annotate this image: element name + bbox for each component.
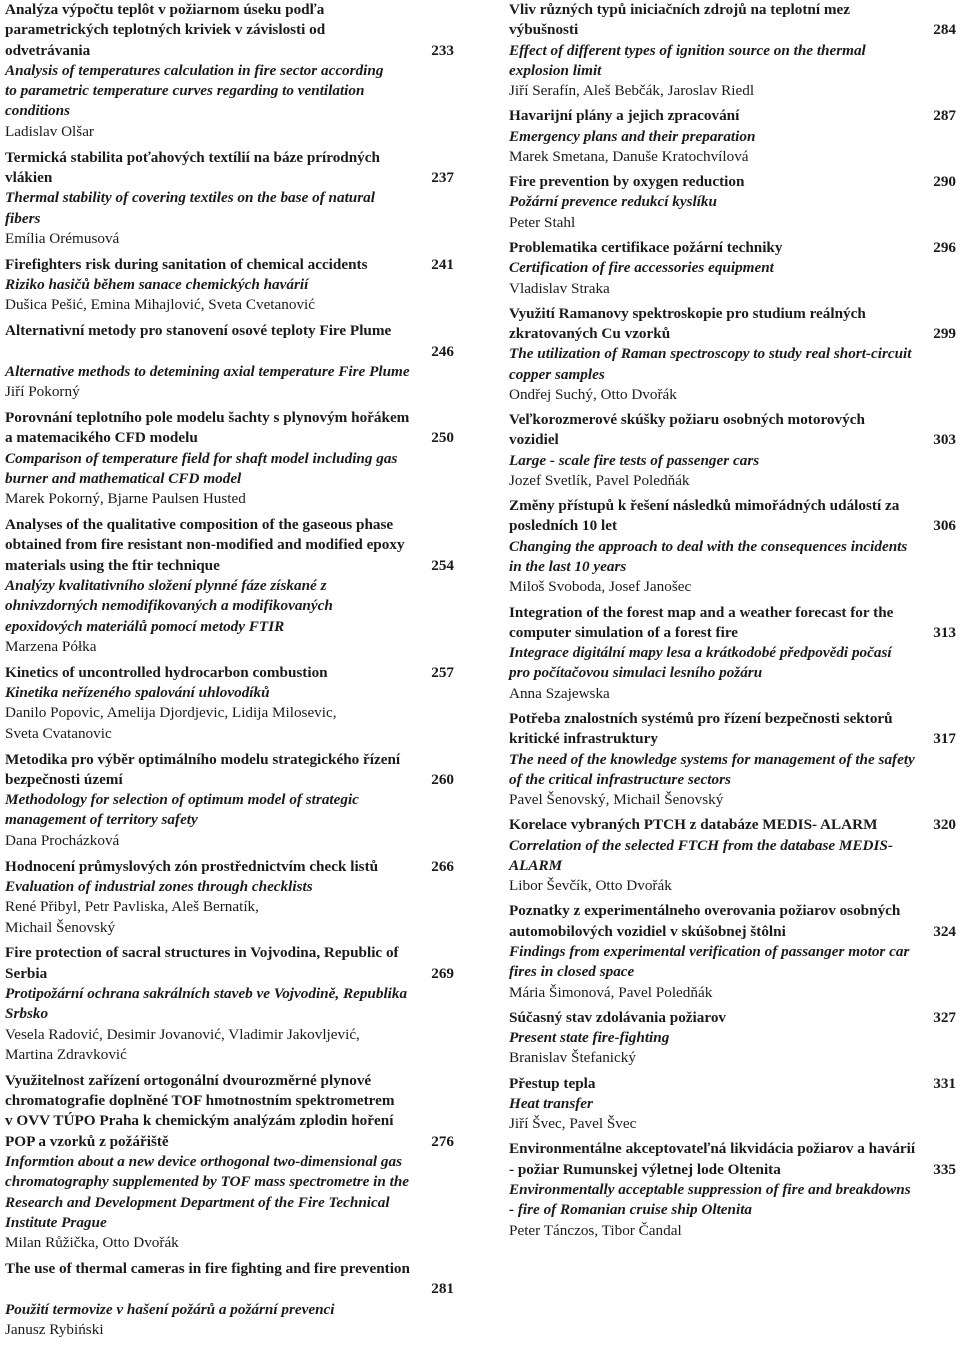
entry-subtitle-line: Srbsko xyxy=(5,1005,49,1023)
entry-title-line xyxy=(5,857,457,877)
entry-title-text: Korelace vybraných PTCH z databáze MEDIS- ALARM xyxy=(509,816,878,834)
entry-authors-line: Jiří Švec, Pavel Švec xyxy=(509,1115,637,1133)
entry-authors xyxy=(5,1233,457,1253)
entry-title-text: Přestup tepla xyxy=(509,1074,596,1092)
entry-title-text: Problematika certifikace požární techniky xyxy=(509,238,783,256)
entry-title-text: Integration of the forest map and a weather forecast for the xyxy=(509,603,894,621)
entry-title xyxy=(5,148,457,189)
entry-subtitle-line: Large - scale fire tests of passenger cars xyxy=(509,451,760,469)
entry-title-text: computer simulation of a forest fire xyxy=(509,623,739,641)
entry-subtitle-line: Research and Development Department of the Fire Technical xyxy=(5,1193,390,1211)
entry-authors xyxy=(509,213,958,233)
entry-authors-line: Mária Šimonová, Pavel Poledňák xyxy=(509,983,713,1001)
entry-authors-line: Jozef Svetlík, Pavel Poledňák xyxy=(509,471,690,489)
entry-subtitle-line: Changing the approach to deal with the consequences incidents xyxy=(509,537,908,555)
entry-title-text: Poznatky z experimentálneho overovania požiarov osobných xyxy=(509,902,901,920)
entry-title-line xyxy=(5,255,457,275)
entry-authors xyxy=(5,122,457,142)
entry-subtitle-line: Environmentally acceptable suppression of fire and breakdowns xyxy=(509,1180,911,1198)
entry-title-text: v OVV TÚPO Praha k chemickým analýzám zplodin hoření xyxy=(5,1112,394,1130)
entry-subtitle-line: Institute Prague xyxy=(5,1213,107,1231)
entry-title-line xyxy=(509,623,958,643)
entry-subtitle-line: Heat transfer xyxy=(509,1094,593,1112)
entry-authors xyxy=(509,279,958,299)
entry-authors xyxy=(509,1114,958,1134)
entry-page-number: 331 xyxy=(933,1074,956,1092)
entry-page-number: 281 xyxy=(431,1280,454,1298)
entry-authors xyxy=(509,1221,958,1241)
entry-title xyxy=(5,663,457,683)
entry-title xyxy=(509,0,958,41)
entry-subtitle xyxy=(509,192,958,212)
entry-title-line xyxy=(509,1160,958,1180)
entry-page-number: 237 xyxy=(431,168,454,186)
entry-page-number: 260 xyxy=(431,770,454,788)
entry-subtitle xyxy=(509,836,958,877)
entry-title xyxy=(5,750,457,791)
toc-entry xyxy=(5,857,457,938)
entry-subtitle-line: - fire of Romanian cruise ship Oltenita xyxy=(509,1201,753,1219)
entry-title-line xyxy=(5,770,457,790)
entry-subtitle xyxy=(509,451,958,471)
entry-title-line xyxy=(5,1091,457,1111)
entry-subtitle xyxy=(5,188,457,229)
entry-title xyxy=(5,857,457,877)
entry-authors-line: Jiří Pokorný xyxy=(5,383,80,401)
entry-page-number: 303 xyxy=(933,431,956,449)
entry-authors xyxy=(509,876,958,896)
entry-subtitle xyxy=(5,683,457,703)
entry-subtitle-line: copper samples xyxy=(509,365,605,383)
entry-authors-line: Ladislav Olšar xyxy=(5,122,94,140)
entry-subtitle xyxy=(5,1300,457,1320)
entry-page-number: 266 xyxy=(431,857,454,875)
entry-authors-line: Milan Růžička, Otto Dvořák xyxy=(5,1234,179,1252)
entry-title-text: obtained from fire resistant non-modified and modified epoxy xyxy=(5,536,405,554)
entry-page-number: 327 xyxy=(933,1008,956,1026)
entry-authors-line: Sveta Cvatanovic xyxy=(5,724,112,742)
entry-title-line xyxy=(509,1139,958,1159)
entry-page-number: 257 xyxy=(431,663,454,681)
entry-title-text: Termická stabilita poťahových textílií na báze prírodných xyxy=(5,148,380,166)
toc-entry xyxy=(509,1074,958,1135)
entry-title-line xyxy=(509,1074,958,1094)
entry-title-text: Súčasný stav zdolávania požiarov xyxy=(509,1008,727,1026)
entry-title xyxy=(5,943,457,984)
entry-authors-line: Pavel Šenovský, Michail Šenovský xyxy=(509,791,724,809)
entry-authors-line: René Přibyl, Petr Pavliska, Aleš Bernatík, xyxy=(5,898,259,916)
toc-entry xyxy=(509,172,958,233)
entry-title xyxy=(509,106,958,126)
entry-title xyxy=(509,1139,958,1180)
entry-subtitle xyxy=(5,449,457,490)
entry-subtitle-line: Integrace digitální mapy lesa a krátkodobé předpovědi počasí xyxy=(509,644,892,662)
entry-title-line xyxy=(509,1008,958,1028)
entry-title-line xyxy=(509,709,958,729)
entry-subtitle-line: pro počítačovou simulaci lesního požáru xyxy=(509,664,763,682)
entry-page-number: 276 xyxy=(431,1132,454,1150)
entry-title-line xyxy=(509,238,958,258)
entry-title-text: a matemacikého CFD modelu xyxy=(5,429,198,447)
entry-subtitle-line: Alternative methods to detemining axial temperature Fire Plume xyxy=(5,362,410,380)
entry-subtitle xyxy=(5,576,457,637)
entry-subtitle-line: management of territory safety xyxy=(5,811,198,829)
entry-authors-line: Peter Tánczos, Tibor Čandal xyxy=(509,1221,682,1239)
toc-entry xyxy=(509,496,958,597)
toc-entry xyxy=(5,1259,457,1340)
entry-title-text: odvetrávania xyxy=(5,41,91,59)
entry-title-text: zkratovaných Cu vzorků xyxy=(509,325,671,343)
entry-subtitle xyxy=(509,537,958,578)
entry-title xyxy=(509,172,958,192)
entry-title-line xyxy=(5,0,457,20)
entry-subtitle-line: Comparison of temperature field for shaft model including gas xyxy=(5,449,398,467)
entry-authors xyxy=(509,147,958,167)
entry-title-line xyxy=(5,428,457,448)
entry-subtitle-line: to parametric temperature curves regarding to ventilation xyxy=(5,82,365,100)
entry-title-line xyxy=(5,1132,457,1152)
entry-page-number: 324 xyxy=(933,922,956,940)
entry-page-number: 287 xyxy=(933,107,956,125)
entry-page-number: 290 xyxy=(933,173,956,191)
toc-entry xyxy=(509,0,958,101)
entry-authors-line: Emília Orémusová xyxy=(5,229,120,247)
entry-title-text: The use of thermal cameras in fire fighting and fire prevention xyxy=(5,1260,410,1278)
entry-title-line xyxy=(5,556,457,576)
entry-title-line xyxy=(509,324,958,344)
entry-title-line xyxy=(5,1111,457,1131)
entry-title-text: Firefighters risk during sanitation of chemical accidents xyxy=(5,255,368,273)
entry-authors-line: Miloš Svoboda, Josef Janošec xyxy=(509,578,692,596)
entry-authors-line: Janusz Rybiński xyxy=(5,1320,104,1338)
entry-title-text: vlákien xyxy=(5,168,53,186)
entry-subtitle-line: Effect of different types of ignition source on the thermal xyxy=(509,41,866,59)
entry-title-line xyxy=(5,20,457,40)
entry-subtitle-line: Certification of fire accessories equipment xyxy=(509,259,774,277)
entry-authors-line: Vesela Radović, Desimir Jovanović, Vladimir Jakovljević, xyxy=(5,1025,360,1043)
entry-authors-line: Libor Ševčík, Otto Dvořák xyxy=(509,877,672,895)
entry-title-line xyxy=(5,515,457,535)
entry-title xyxy=(509,304,958,345)
entry-subtitle-line: Použití termovize v hašení požárů a požární prevenci xyxy=(5,1300,335,1318)
entry-title-line xyxy=(509,729,958,749)
entry-page-number: 313 xyxy=(933,623,956,641)
entry-title-text: kritické infrastruktury xyxy=(509,730,658,748)
entry-subtitle xyxy=(5,877,457,897)
entry-subtitle-line: Kinetika neřízeného spalování uhlovodíků xyxy=(5,684,270,702)
entry-authors-line: Marek Pokorný, Bjarne Paulsen Husted xyxy=(5,490,246,508)
entry-title-line xyxy=(5,663,457,683)
entry-page-number: 254 xyxy=(431,556,454,574)
entry-title xyxy=(5,0,457,61)
entry-title-text: Vliv různých typů iniciačních zdrojů na teplotní mez xyxy=(509,1,851,18)
entry-title-line xyxy=(5,964,457,984)
toc-entry xyxy=(5,148,457,249)
entry-title-text: bezpečnosti území xyxy=(5,770,123,788)
entry-title-text: Využitelnost zařízení ortogonální dvourozměrné plynové xyxy=(5,1071,372,1089)
entry-authors xyxy=(5,295,457,315)
entry-subtitle xyxy=(5,984,457,1025)
entry-title-text: POP a vzorků z požářiště xyxy=(5,1132,169,1150)
entry-title-text: Kinetics of uncontrolled hydrocarbon combustion xyxy=(5,663,328,681)
entry-title-line xyxy=(509,304,958,324)
entry-title-line xyxy=(5,1071,457,1091)
toc-entry xyxy=(509,815,958,896)
toc-entry xyxy=(5,663,457,744)
entry-page-number: 296 xyxy=(933,238,956,256)
entry-subtitle xyxy=(509,258,958,278)
entry-title-text: materials using the ftir technique xyxy=(5,556,220,574)
entry-title-text: Fire protection of sacral structures in Vojvodina, Republic of xyxy=(5,944,399,962)
entry-title-text: Veľkorozmerové skúšky požiaru osobných motorových xyxy=(509,411,865,429)
entry-authors xyxy=(509,790,958,810)
entry-subtitle xyxy=(509,1180,958,1221)
entry-title-line xyxy=(509,106,958,126)
toc-entry xyxy=(509,1008,958,1069)
entry-subtitle-line: Thermal stability of covering textiles on the base of natural xyxy=(5,189,375,207)
entry-title xyxy=(5,1259,457,1300)
entry-page-number: 269 xyxy=(431,964,454,982)
entry-subtitle-line: Methodology for selection of optimum model of strategic xyxy=(5,791,359,809)
entry-page-number: 299 xyxy=(933,325,956,343)
entry-authors xyxy=(5,229,457,249)
entry-title-line xyxy=(509,603,958,623)
entry-page-number: 320 xyxy=(933,816,956,834)
entry-subtitle-line: Evaluation of industrial zones through checklists xyxy=(5,877,313,895)
entry-subtitle xyxy=(509,41,958,82)
entry-subtitle-line: fires in closed space xyxy=(509,963,635,981)
toc-entry xyxy=(509,901,958,1002)
entry-title-text: Analýza výpočtu teplôt v požiarnom úseku podľa xyxy=(5,1,325,18)
entry-authors xyxy=(5,703,457,744)
entry-title xyxy=(509,238,958,258)
entry-title-line xyxy=(5,168,457,188)
toc-entry xyxy=(509,106,958,167)
entry-title-line xyxy=(509,922,958,942)
entry-authors-line: Jiří Serafín, Aleš Bebčák, Jaroslav Riedl xyxy=(509,82,755,100)
entry-authors-line: Ondřej Suchý, Otto Dvořák xyxy=(509,385,677,403)
entry-title-line xyxy=(509,0,958,20)
entry-title-text: parametrických teplotných kriviek v závislosti od xyxy=(5,21,326,39)
toc-entry xyxy=(5,515,457,657)
entry-page-number: 246 xyxy=(431,342,454,360)
entry-authors xyxy=(509,1048,958,1068)
entry-authors xyxy=(509,577,958,597)
entry-title-text: Havarijní plány a jejich zpracování xyxy=(509,107,740,125)
entry-authors-line: Danilo Popovic, Amelija Djordjevic, Lidija Milosevic, xyxy=(5,704,337,722)
entry-subtitle xyxy=(509,127,958,147)
entry-subtitle-line: of the critical infrastructure sectors xyxy=(509,770,731,788)
entry-title-line xyxy=(5,41,457,61)
entry-subtitle-line: ALARM xyxy=(509,856,563,874)
entry-subtitle-line: Požární prevence redukcí kyslíku xyxy=(509,193,717,211)
entry-subtitle-line: Protipožární ochrana sakrálních staveb ve Vojvodině, Republika xyxy=(5,985,408,1002)
entry-title-line xyxy=(5,408,457,428)
entry-title-line xyxy=(5,321,457,341)
entry-title-line xyxy=(5,1279,457,1299)
entry-authors-line: Marzena Półka xyxy=(5,637,97,655)
entry-authors-line: Marek Smetana, Danuše Kratochvílová xyxy=(509,147,749,165)
entry-subtitle xyxy=(5,1152,457,1233)
entry-subtitle-line: in the last 10 years xyxy=(509,558,627,576)
entry-page-number: 233 xyxy=(431,41,454,59)
entry-subtitle-line: ohnivzdorných nemodifikovaných a modifikovaných xyxy=(5,597,333,615)
entry-title-line xyxy=(5,750,457,770)
entry-title-text: automobilových vozidiel v skúšobnej štôlni xyxy=(509,922,786,940)
entry-subtitle-line: burner and mathematical CFD model xyxy=(5,469,242,487)
toc-entry xyxy=(5,321,457,402)
entry-title xyxy=(509,815,958,835)
entry-title xyxy=(5,255,457,275)
entry-title-text: posledních 10 let xyxy=(509,517,618,535)
entry-authors-line: Peter Stahl xyxy=(509,213,576,231)
entry-title-line xyxy=(5,342,457,362)
entry-subtitle-line: fibers xyxy=(5,209,41,227)
entry-authors xyxy=(5,489,457,509)
toc-column-right xyxy=(509,0,958,1246)
entry-title-text: - požiar Rumunskej výletnej lode Oltenita xyxy=(509,1160,781,1178)
entry-authors xyxy=(509,983,958,1003)
toc-column-left xyxy=(5,0,457,1346)
entry-title xyxy=(5,515,457,576)
entry-subtitle xyxy=(509,750,958,791)
toc-entry xyxy=(5,750,457,851)
entry-title-text: Alternativní metody pro stanovení osové teploty Fire Plume xyxy=(5,322,392,340)
entry-title-line xyxy=(509,815,958,835)
entry-title-text: Využití Ramanovy spektroskopie pro studium reálných xyxy=(509,304,866,322)
entry-title-text: Hodnocení průmyslových zón prostřednictvím check listů xyxy=(5,857,379,875)
entry-authors-line: Branislav Štefanický xyxy=(509,1049,636,1067)
entry-subtitle-line: Findings from experimental verification of passanger motor car xyxy=(509,942,910,960)
toc-entry xyxy=(509,709,958,810)
entry-subtitle xyxy=(509,1094,958,1114)
entry-title-line xyxy=(509,172,958,192)
entry-title-line xyxy=(5,535,457,555)
entry-authors xyxy=(509,385,958,405)
entry-page-number: 250 xyxy=(431,429,454,447)
entry-title xyxy=(5,321,457,362)
entry-subtitle xyxy=(509,344,958,385)
entry-authors-line: Dušica Pešić, Emina Mihajlović, Sveta Cvetanović xyxy=(5,296,316,314)
entry-page-number: 306 xyxy=(933,517,956,535)
entry-subtitle-line: epoxidových materiálů pomocí metody FTIR xyxy=(5,617,285,635)
entry-subtitle-line: Emergency plans and their preparation xyxy=(509,127,756,145)
toc-entry xyxy=(509,1139,958,1240)
entry-authors xyxy=(509,684,958,704)
entry-authors xyxy=(5,1025,457,1066)
entry-title-line xyxy=(509,20,958,40)
entry-title xyxy=(5,408,457,449)
entry-title-line xyxy=(5,1259,457,1279)
toc-entry xyxy=(5,0,457,142)
entry-authors xyxy=(5,1320,457,1340)
entry-subtitle xyxy=(5,362,457,382)
entry-title xyxy=(509,1074,958,1094)
entry-authors-line: Michail Šenovský xyxy=(5,918,116,936)
entry-page-number: 317 xyxy=(933,730,956,748)
entry-authors xyxy=(5,382,457,402)
entry-subtitle-line: Correlation of the selected FTCH from the database MEDIS- xyxy=(509,836,893,854)
entry-authors xyxy=(509,81,958,101)
entry-title-text: vozidiel xyxy=(509,431,559,449)
entry-title-line xyxy=(509,410,958,430)
toc-entry xyxy=(5,943,457,1065)
entry-authors-line: Martina Zdravković xyxy=(5,1045,127,1063)
entry-page-number: 335 xyxy=(933,1160,956,1178)
entry-subtitle-line: Informtion about a new device orthogonal two-dimensional gas xyxy=(5,1152,403,1170)
entry-subtitle-line: Riziko hasičů během sanace chemických havárií xyxy=(5,276,309,294)
entry-title-line xyxy=(5,148,457,168)
entry-authors-line: Vladislav Straka xyxy=(509,279,610,297)
entry-authors xyxy=(509,471,958,491)
toc-entry xyxy=(509,603,958,704)
entry-title-line xyxy=(5,943,457,963)
entry-title-text: chromatografie doplněné TOF hmotnostním spektrometrem xyxy=(5,1092,395,1110)
entry-subtitle-line: Analysis of temperatures calculation in fire sector according xyxy=(5,61,384,79)
entry-subtitle xyxy=(5,790,457,831)
entry-authors xyxy=(5,637,457,657)
entry-authors xyxy=(5,897,457,938)
entry-title-text: Serbia xyxy=(5,964,48,982)
entry-title-text: Potřeba znalostních systémů pro řízení bezpečnosti sektorů xyxy=(509,709,893,727)
toc-entry xyxy=(5,408,457,509)
entry-title xyxy=(509,496,958,537)
entry-title xyxy=(509,410,958,451)
entry-subtitle-line: Analýzy kvalitativního složení plynné fáze získané z xyxy=(5,576,327,594)
entry-title xyxy=(509,709,958,750)
toc-entry xyxy=(509,410,958,491)
entry-authors-line: Anna Szajewska xyxy=(509,684,610,702)
entry-title-line xyxy=(509,901,958,921)
entry-title-text: Environmentálne akceptovateľná likvidácia požiarov a havárií xyxy=(509,1140,916,1158)
entry-title-text: Porovnání teplotního pole modelu šachty s plynovým hořákem xyxy=(5,409,410,427)
entry-authors-line: Dana Procházková xyxy=(5,831,120,849)
entry-subtitle xyxy=(509,643,958,684)
entry-title xyxy=(509,901,958,942)
entry-title-text: výbušnosti xyxy=(509,21,579,39)
entry-subtitle-line: The utilization of Raman spectroscopy to study real short-circuit xyxy=(509,345,912,363)
entry-page-number: 241 xyxy=(431,255,454,273)
entry-title-line xyxy=(509,430,958,450)
entry-title-line xyxy=(509,496,958,516)
entry-subtitle xyxy=(509,942,958,983)
entry-subtitle-line: The need of the knowledge systems for management of the safety xyxy=(509,750,915,768)
entry-title xyxy=(5,1071,457,1152)
toc-entry xyxy=(5,1071,457,1254)
entry-subtitle-line: conditions xyxy=(5,102,70,120)
entry-subtitle-line: explosion limit xyxy=(509,61,602,79)
entry-subtitle xyxy=(5,275,457,295)
entry-title-text: Fire prevention by oxygen reduction xyxy=(509,173,745,191)
entry-page-number: 284 xyxy=(933,21,956,39)
entry-title xyxy=(509,1008,958,1028)
toc-entry xyxy=(509,238,958,299)
entry-subtitle xyxy=(509,1028,958,1048)
entry-title-text: Změny přístupů k řešení následků mimořádných událostí za xyxy=(509,497,900,515)
entry-title-text: Analyses of the qualitative composition of the gaseous phase xyxy=(5,516,394,534)
entry-title xyxy=(509,603,958,644)
entry-title-text: Metodika pro výběr optimálního modelu strategického řízení xyxy=(5,750,401,768)
entry-authors xyxy=(5,831,457,851)
toc-entry xyxy=(5,255,457,316)
entry-subtitle-line: chromatography supplemented by TOF mass spectrometre in the xyxy=(5,1173,410,1191)
toc-entry xyxy=(509,304,958,405)
entry-title-line xyxy=(509,516,958,536)
entry-subtitle xyxy=(5,61,457,122)
entry-subtitle-line: Present state fire-fighting xyxy=(509,1029,670,1047)
